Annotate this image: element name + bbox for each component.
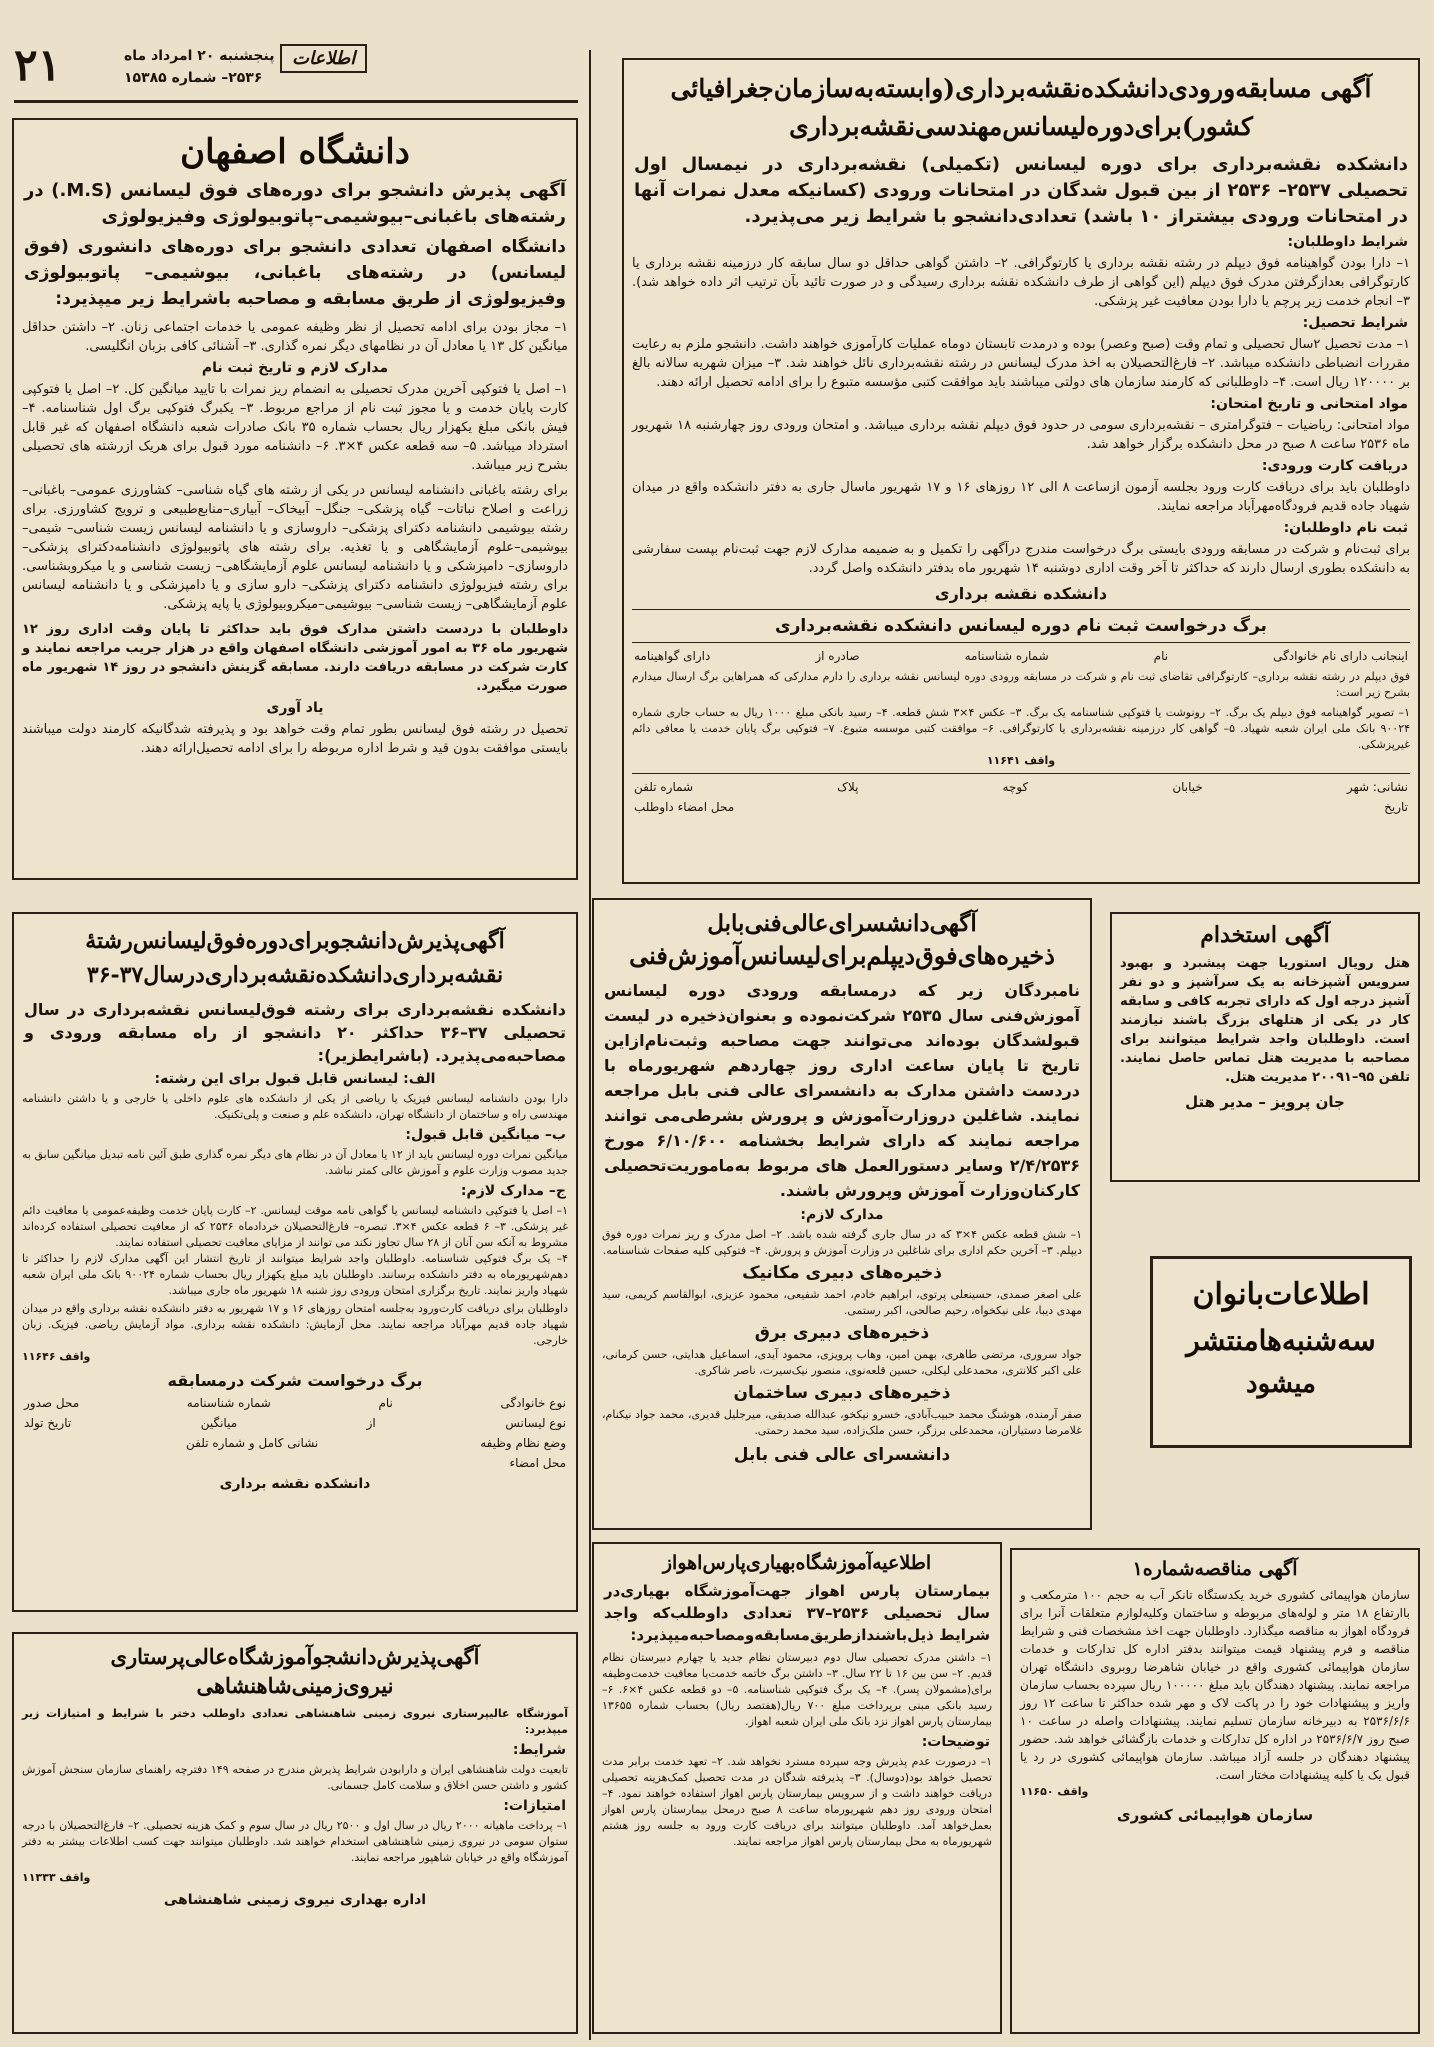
- ahvaz-title: اطلاعیه‌آموزشگاه‌بهیاری‌پارس‌اهواز: [662, 1552, 932, 1574]
- form-divider: [632, 642, 1410, 643]
- survey-main-form-date: [634, 800, 1408, 814]
- isfahan-conditions: ۱– مجاز بودن برای ادامه تحصیل از نظر وظیفه عمومی یا خدمات اجتماعی زنان. ۲– داشتن حداقل میانگین کل ۱۳ یا معادل آن در نظامهای دیگر نمره گذاری. ۳– آشنائی کافی بزبان انگلیسی.: [22, 320, 568, 354]
- babol-g2-title: ذخیره‌های دبیری برق: [754, 1323, 930, 1343]
- nursing-title1: آگهی‌پذیرش‌دانشجوآموزشگاه‌عالی‌پرستاری: [110, 1644, 480, 1669]
- form-field-label: وضع نظام وظیفه: [480, 1436, 566, 1450]
- survey-ms-form-row: [24, 1436, 566, 1450]
- survey-ms-c-title: ج– مدارک لازم:: [460, 1183, 566, 1199]
- form-field-label: از: [366, 1416, 376, 1430]
- survey-ms-exam-body: داوطلبان برای دریافت کارت‌ورود به‌جلسه امتحان روزهای ۱۶ و ۱۷ شهریور به دفتر دانشکده نقشه برداری واقع در میدان شهیاد جاده قدیم مهرآباد مراجعه نمایند. محل آزمایش: دانشکده نقشه برداری. مواد آزمایش ریاضی. فیزیک. زبان خارجی.: [22, 1302, 568, 1347]
- form-field-label: کوچه: [1002, 780, 1029, 794]
- survey-main-exam-body: مواد امتحانی: ریاضیات – فتوگرامتری – نقشه‌برداری سومی در حدود فوق دیپلم نقشه برداری میباشد. و امتحان ورودی روز چهارشنبه ۱۸ شهریور ماه ۲۵۳۶ ساعت ۸ صبح در محل دانشکده برگزار خواهد شد.: [632, 418, 1410, 452]
- survey-main-study-title: شرایط تحصیل:: [1302, 315, 1408, 331]
- form-field-label: تاریخ تولد: [24, 1416, 72, 1430]
- nursing-adv-title: امتیازات:: [503, 1798, 566, 1814]
- survey-main-reg-body: برای ثبت‌نام و شرکت در مسابقه ورودی بایستی برگ درخواست مندرج درآگهی را تکمیل و به ضمیمه مدارک لازم جهت ثبت‌نام بپست سفارشی به دانشکده بطوری ارسال دارند که حداکثر تا آخر وقت اداری دوشنبه ۱۴ شهریور ماه بدفتر دانشکده واصل گردد.: [632, 542, 1410, 576]
- survey-ms-ref: واقف ۱۱۶۴۶: [22, 1350, 91, 1363]
- survey-ms-d-body: ۴– یک برگ فتوکپی شناسنامه. داوطلبان واجد شرایط میتوانند از تاریخ انتشار این آگهی مدارک لازم را حداکثر تا دهم‌شهریورماه به دفتر دانشکده برسانند. داوطلبان باید مبلغ یکهزار ریال بحساب شماره ۹۰۰۲۴ بانک ملی ایران شعبه شهیاد واریز نمایند. تاریخ برگزاری امتحان ورودی روز شنبه ۱۸ شهریور ماه جاری میباشد.: [22, 1252, 568, 1297]
- survey-main-card-title: دریافت کارت ورودی:: [1261, 458, 1408, 474]
- form-field-label: میانگین: [200, 1416, 238, 1430]
- survey-ms-b-title: ب– میانگین قابل قبول:: [405, 1127, 566, 1143]
- babol-signature: دانشسرای عالی فنی بابل: [733, 1445, 951, 1465]
- survey-main-cond-body: ۱– دارا بودن گواهینامه فوق دیپلم در رشته نقشه برداری یا کارتوگرافی. ۲– داشتن گواهی حداقل دو سال سابقه کار درزمینه نقشه برداری یا کارتوگرافی بعدازگرفتن مدرک فوق دیپلم (این گواهی از طرف دانشکده نقشه برداری رسیدگی و در صورت تائید بآن ترتیب اثر داده خواهد شد). ۳– انجام خدمت زیر پرچم یا دارا بودن معافیت غیر پزشکی.: [632, 256, 1410, 309]
- babol-g1-names: علی اصغر صمدی، حسینعلی پرتوی، ابراهیم خادم، احمد شفیعی، محمود عزیزی، ابوالقاسم کریمی، سید مهدی دیبا، علی نیکخواه، رحیم صالحی، اکبر رستمی.: [602, 1288, 1082, 1317]
- tender-body: سازمان هواپیمائی کشوری خرید یکدستگاه تانکر آب به حجم ۱۰۰ مترمکعب و باارتفاع ۱۸ متر و لوله‌های مربوطه و ساختمان وکلیه‌لوازم متعلقات آنرا برای فرودگاه اهواز به مناقصه میگذارد. داوطلبان جهت اخذ مشخصات فنی و شرایط مناقصه و فرم پیشنهاد قیمت میتوانند بدفتر اداره کل تدارکات و خدمات سازمان هواپیمائی کشوری واقع در خیابان شاهرضا روبروی دانشگاه تهران مراجعه نمایند. پیشنهاد دهندگان باید مبلغ ۱۰۰۰۰۰ ریال سپرده بحساب سازمان واریز و پیشنهادات خود را در پاکت لاک و مهر شده حداکثر تا ساعت ۱۲ روز ۲۵۳۶/۶/۶ به دبیرخانه سازمان تسلیم نمایند. پیشنهادات واصله در ساعت ۱۰ صبح روز ۲۵۳۶/۶/۷ در اداره کل تدارکات و خدمات بازگشائی خواهد شد. حضور پیشنهاد دهندگان در جلسه آزاد میباشد. سازمان هواپیمائی کشوری در رد یا قبول یک یا کلیه پیشنهادات مختار است.: [1020, 1588, 1410, 1782]
- ahvaz-ad: [592, 1542, 1002, 2034]
- survey-ms-signature: دانشکده نقشه برداری: [219, 1476, 371, 1492]
- survey-ms-a-title: الف: لیسانس قابل قبول برای این رشته:: [154, 1071, 436, 1087]
- survey-ms-form-row: [24, 1396, 566, 1410]
- babol-ad: [592, 898, 1092, 1530]
- banovan-ad: [1150, 1256, 1412, 1448]
- masthead-rule: [14, 100, 578, 103]
- survey-main-reg-title: ثبت نام داوطلبان:: [1283, 520, 1408, 536]
- form-field-label: پلاک: [837, 780, 859, 794]
- issue-line: ۲۵۳۶– شماره ۱۵۳۸۵: [124, 70, 263, 86]
- babol-docs-body: ۱– شش قطعه عکس ۴×۳ که در سال جاری گرفته شده باشد. ۲– اصل مدرک و ریز نمرات دوره فوق دیپلم. ۳– آخرین حکم اداری برای شاغلین در وزارت آموزش و پرورش. ۴– فتوکپی کلیه صفحات شناسنامه.: [602, 1228, 1083, 1257]
- isfahan-note-body: تحصیل در رشته فوق لیسانس بطور تمام وقت خواهد بود و پذیرفته شدگانیکه کارمند دولت میباشند بایستی موافقت بدون قید و شرط اداره مربوطه را برای ادامه تحصیل‌ارائه دهند.: [22, 722, 568, 756]
- form-field-label: نشانی: شهر: [1346, 780, 1408, 794]
- hotel-title: آگهی استخدام: [1200, 922, 1330, 948]
- form-field-label: محل امضاء داوطلب: [634, 800, 735, 814]
- form-field-label: نام: [1153, 649, 1169, 663]
- survey-main-cond-title: شرایط داوطلبان:: [1287, 234, 1408, 250]
- survey-ms-intro: دانشکده نقشه‌برداری برای رشته فوق‌لیسانس نقشه‌برداری در سال تحصیلی ۳۷–۳۶ حداکثر ۲۰ دانشجو از راه مسابقه ورودی و مصاحبه‌می‌پذیرد. (باشرایطزیر):: [24, 1000, 566, 1065]
- nursing-cond-title: شرایط:: [512, 1742, 566, 1758]
- form-field-label: محل صدور: [24, 1396, 80, 1410]
- survey-main-study-body: ۱– مدت تحصیل ۲سال تحصیلی و تمام وقت (صبح وعصر) بوده و درمدت تابستان دوماه عملیات کارآموزی خواهند داشت. دانشجو ملزم به رعایت مقررات انضباطی دانشکده میباشد. ۲– فارغ‌التحصیلان به اخذ مدرک لیسانس در رشته نقشه‌برداری نائل خواهند شد. ۳– میزان شهریه سالانه بالغ بر ۱۲۰۰۰۰ ریال است. ۴– داوطلبانی که کارمند سازمان های دولتی میباشند باید موافقت کتبی مؤسسه متبوع را برای ادامه تحصیل ارائه دهند.: [632, 337, 1410, 390]
- banovan-line2: سه‌شنبه‌هامنتشر: [1186, 1324, 1376, 1357]
- survey-ms-c-body: ۱– اصل یا فتوکپی دانشنامه لیسانس یا گواهی نامه موقت لیسانس. ۲– کارت پایان خدمت وظیفه‌عمومی یا معافیت دائم غیر پزشکی. ۳– ۶ قطعه عکس ۴×۳. تبصره– فارغ‌التحصیلان خردادماه ۲۵۳۶ که از معافیت تحصیلی استفاده کرده‌اند مشروط به آنکه سن آنان از ۲۸ سال تجاوز نکند می توانند از مزایای معافیت تحصیلی استفاده نمایند.: [22, 1204, 568, 1249]
- survey-main-form-row1: [634, 649, 1408, 663]
- page-number: ۲۱: [14, 40, 62, 91]
- survey-ms-a-body: دارا بودن دانشنامه لیسانس فیزیک یا ریاضی از یکی از دانشکده های علوم داخلی یا خارجی و یا داشتن دانشنامه مهندسی راه و ساختمان از دانشگاه تهران، دانشکده علم و صنعت و پلی‌تکنیک.: [22, 1092, 568, 1121]
- isfahan-deadline-body: داوطلبان با دردست داشتن مدارک فوق باید حداکثر تا پایان وقت اداری روز ۱۲ شهریور ماه ۳۶ به امور آموزشی دانشگاه اصفهان واقع در هزار جریب مراجعه نمایند و کارت شرکت در مسابقه دریافت دارند. مسابقه گزینش دانشجو در روز ۱۴ شهریور ماه صورت میگیرد.: [22, 622, 568, 694]
- form-field-label: دارای گواهینامه: [634, 649, 711, 663]
- form-field-label: نشانی کامل و شماره تلفن: [186, 1436, 319, 1450]
- survey-main-form-row2: فوق دیپلم در رشته نقشه برداری– کارتوگرافی تقاضای ثبت نام و شرکت در مسابقه ورودی دوره لیسانس نقشه برداری را دارم مدارکی که همراهاین برگ ارسال میدارم بشرح زیر است:: [632, 670, 1410, 699]
- ahvaz-notes-body: ۱– درصورت عدم پذیرش وجه سپرده مسترد نخواهد شد. ۲– تعهد خدمت برابر مدت تحصیل خواهد بود(دوسال). ۳– پذیرفته شدگان در مدت تحصیل کمک‌هزینه تحصیلی دریافت خواهند داشت و از سرویس بیمارستان پارس اهواز استفاده خواهند نمود. ۴– امتحان ورودی روز دهم شهریورماه ساعت ۸ صبح درمحل بیمارستان پارس اهواز بعمل‌خواهد آمد. داوطلبان میتوانند برای دریافت کارت ورود به جلسه روز هشتم شهریورماه به محل بیمارستان پارس اهواز مراجعه نمایند.: [602, 1755, 992, 1848]
- form-divider: [632, 773, 1410, 774]
- survey-main-card-body: داوطلبان باید برای دریافت کارت ورود بجلسه آزمون ازساعت ۸ الی ۱۲ روزهای ۱۶ و ۱۷ شهریور ماسال جاری به دفتر دانشکده واقع در میدان شهیاد جاده قدیم فرودگاه‌مهرآباد مراجعه نمایند.: [632, 480, 1410, 514]
- form-field-label: نام: [378, 1396, 393, 1410]
- isfahan-intro: دانشگاه اصفهان تعدادی دانشجو برای دوره‌های دانشوری (فوق لیسانس) در رشته‌های باغبانی، بیوشیمی– پاتوبیولوژی وفیزیولوژی از طریق مسابقه و مصاحبه باشرایط زیر میپذیرد:: [24, 237, 566, 309]
- isfahan-note-title: یاد آوری: [266, 700, 324, 716]
- form-divider: [632, 609, 1410, 610]
- tender-ref: واقف ۱۱۶۵۰: [1020, 1785, 1089, 1798]
- babol-g1-title: ذخیره‌های دبیری مکانیک: [742, 1263, 942, 1283]
- nursing-title2: نیروی‌زمینی‌شاهنشاهی: [196, 1673, 394, 1698]
- banovan-line1: اطلاعات‌بانوان: [1192, 1277, 1370, 1312]
- form-field-label: محل امضاء: [509, 1456, 566, 1470]
- form-field-label: شماره شناسنامه: [964, 649, 1049, 663]
- column-divider: [589, 50, 591, 2040]
- nursing-signature: اداره بهداری نیروی زمینی شاهنشاهی: [163, 1892, 427, 1908]
- babol-title2: ذخیره‌های‌فوق‌دیپلم‌برای‌لیسانس‌آموزش‌فنی: [629, 941, 1055, 970]
- form-field-label: صادره از: [815, 649, 860, 663]
- ahvaz-intro: بیمارستان پارس اهواز جهت‌آموزشگاه بهیاری‌در سال تحصیلی ۲۵۳۶–۳۷ تعدادی داوطلب‌که واجد شرایط ذیل‌باشند‌ازطریق‌مسابقه‌ومصاحبه‌میپذیرد:: [604, 1582, 990, 1644]
- babol-g2-names: جواد سروری، مرتضی طاهری، بهمن امین، وهاب پرویزی، محمود آیدی، اسماعیل هدایتی، حسن کرمانی، علی اکبر کلانتری، محمدعلی لیکلی، حسین قلعه‌نوی، منصور نیک‌سیرت، ناصر شاکری.: [602, 1348, 1082, 1377]
- survey-main-exam-title: مواد امتحانی و تاریخ امتحان:: [1210, 396, 1408, 412]
- nursing-cond-body: تابعیت دولت شاهنشاهی ایران و دارابودن شرایط پذیرش مندرج در صفحه ۱۴۹ دفترچه راهنمای سازمان سنجش آموزش کشور و داشتن حسن اخلاق و سلامت کامل جسمانی.: [22, 1763, 568, 1792]
- form-field-label: شماره شناسنامه: [186, 1396, 271, 1410]
- tender-ad: [1010, 1548, 1420, 2034]
- nursing-adv-body: ۱– پرداخت ماهیانه ۲۰۰۰ ریال در سال اول و ۲۵۰۰ ریال در سال سوم و کمک هزینه تحصیلی. ۲– فارغ‌التحصیلان با درجه ستوان سومی در نیروی زمینی شاهنشاهی استخدام خواهند شد. داوطلبان میتوانند جهت کسب اطلاعات بیشتر به دفتر آموزشگاه واقع در خیابان شاهپور مراجعه نمایند.: [22, 1819, 569, 1864]
- survey-main-intro: دانشکده نقشه‌برداری برای دوره لیسانس (تکمیلی) نقشه‌برداری در نیمسال اول تحصیلی ۲۵۳۷– ۲۵۳۶ از بین قبول شدگان در امتحانات ورودی (کسانیکه معدل نمرات آنها در امتحانات ورودی بیشتراز ۱۰ باشد) تعدادی‌دانشجو با شرایط زیر می‌پذیرد.: [634, 154, 1409, 227]
- isfahan-docs-body: ۱– اصل یا فتوکپی آخرین مدرک تحصیلی به انضمام ریز نمرات با تایید میانگین کل. ۲– اصل یا فتوکپی کارت پایان خدمت و یا مجوز ثبت نام از مراجع مربوط. ۳– یکبرگ فتوکپی برگ اول شناسنامه. ۴– فیش بانکی مبلغ یکهزار ریال بحساب شماره ۳۵ بانک صادرات شعبه دانشگاه اصفهان که غیر قابل استرداد میباشد. ۵– سه قطعه عکس ۴×۳. ۶– دانشنامه مورد قبول برای هریک ازرشته های تحصیلی بشرح زیر میباشد.: [22, 382, 569, 473]
- babol-title1: آگهی‌دانشسرای‌عالی‌فنی‌بابل: [707, 910, 977, 937]
- survey-ms-ad: [12, 912, 578, 1612]
- form-field-label: شماره تلفن: [634, 780, 694, 794]
- survey-main-form-ref: واقف ۱۱۶۴۱: [986, 754, 1056, 767]
- survey-ms-form-sign-row: [24, 1456, 566, 1470]
- survey-ms-form-title: برگ درخواست شرکت درمسابقه: [167, 1371, 423, 1390]
- isfahan-docs-title: مدارک لازم و تاریخ ثبت نام: [201, 360, 389, 376]
- survey-ms-b-body: میانگین نمرات دوره لیسانس باید از ۱۲ یا معادل آن در نظام های دیگر نمره گذاری طبق آئین نامه تبدیل میانگین سابق به جدید مصوب وزارت علوم و آموزش عالی کمتر نباشد.: [22, 1148, 568, 1177]
- isfahan-fields-body: برای رشته باغبانی دانشنامه لیسانس در یکی از رشته های گیاه شناسی– کشاورزی عمومی– باغبانی–زراعت و اصلاح نباتات– گیاه پزشکی– جنگل– آبیخاک– آبیاری–منابع‌طبیعی و ترویج کشاورزی. برای رشته بیوشیمی دانشنامه دکترای پزشکی– داروسازی و یا دانشنامه لیسانس زیست شناسی– شیمی– بیوشیمی–علوم آزمایشگاهی و یا تغذیه. برای رشته های پاتوبیولوژی دانشنامه‌دکترای پزشکی– داروسازی– دامپزشکی و یا دانشنامه لیسانس علوم آزمایشگاهی– زیست شناسی و یا میکروبشناسی. برای رشته فیزیولوژی دانشنامه دکترای پزشکی– دارو سازی و یا دامپزشکی و یا دانشنامه لیسانس علوم آزمایشگاهی– زیست شناسی– بیوشیمی–میکروبیولوژی یا پایه پزشکی.: [22, 483, 568, 612]
- babol-docs-title: مدارک لازم:: [800, 1207, 884, 1223]
- tender-signature: سازمان هواپیمائی کشوری: [1116, 1806, 1314, 1824]
- ahvaz-body: ۱– داشتن مدرک تحصیلی سال دوم دبیرستان نظام جدید یا چهارم دبیرستان نظام قدیم. ۲– سن بین ۱۶ تا ۲۲ سال. ۳– داشتن برگ خاتمه خدمت‌یا معافیت خدمت‌وظیفه برای(مشمولان پسر). ۴– یک برگ فتوکپی شناسنامه. ۵– دو قطعه عکس ۴×۶. ۶– رسید بانکی مبنی برپرداخت مبلغ ۷۰۰ ریال(هفتصد ریال) بحساب شماره ۱۳۶۵۵ بیمارستان پارس اهواز نزد بانک ملی ایران شعبه اهواز.: [602, 1651, 993, 1728]
- logo: اطلاعات: [280, 44, 367, 73]
- nursing-ad: [12, 1632, 578, 2034]
- isfahan-ad: [12, 118, 578, 880]
- form-field-label: اینجانب دارای نام خانوادگی: [1273, 649, 1408, 663]
- survey-main-title: آگهی مسابقه‌ورودی‌دانشکده‌نقشه‌برداری(وابسته‌به‌سازمان‌جغرافیائی کشور)برای‌دوره‌لیسانس‌مهندسی‌نقشه‌برداری: [670, 74, 1372, 141]
- babol-body: نامبردگان زیر که درمسابقه ورودی دوره لیسانس آموزش‌فنی سال ۲۵۳۵ شرکت‌نموده و بعنوان‌ذخیره در لیست قبولشدگان بوده‌اند می‌توانند جهت مصاحبه وثبت‌نام‌ازاین تاریخ تا پایان ساعت اداری روز چهاردهم شهریورماه با دردست داشتن مدارک به دانشسرای عالی فنی بابل مراجعه نمایند. شاغلین دروزارت‌آموزش و پرورش بشرطی‌می توانند مراجعه نمایند که دارای شرایط بخشنامه ۶/۱۰/۶۰۰ مورخ ۲/۴/۲۵۳۶ وسایر دستورالعمل های مربوط به‌ماموریت‌تحصیلی کارکنان‌وزارت آموزش وپرورش باشند.: [604, 981, 1081, 1200]
- date-line: پنجشنبه ۲۰ امرداد ماه: [124, 48, 275, 64]
- survey-main-form-title: برگ درخواست ثبت نام دوره لیسانس دانشکده نقشه‌برداری: [775, 616, 1267, 636]
- form-field-label: تاریخ: [1384, 800, 1408, 814]
- form-field-label: نوع لیسانس: [505, 1416, 566, 1430]
- isfahan-heading: آگهی پذیرش دانشجو برای دوره‌های فوق لیسانس (M.S.) در رشته‌های باغبانی–بیوشیمی–پاتوبیولوژی وفیزیولوژی: [24, 180, 566, 227]
- masthead: [14, 40, 594, 100]
- hotel-ad: [1110, 912, 1420, 1182]
- ahvaz-notes-title: توضیحات:: [921, 1734, 990, 1750]
- survey-main-form-address: [634, 780, 1408, 794]
- isfahan-title: دانشگاه اصفهان: [180, 132, 410, 172]
- banovan-line3: میشود: [1246, 1369, 1316, 1399]
- survey-ms-form-row: [24, 1416, 566, 1430]
- survey-main-signature: دانشکده نقشه برداری: [934, 584, 1108, 603]
- form-field-label: نوع خانوادگی: [500, 1396, 566, 1410]
- hotel-body: هتل رویال استوریا جهت پیشبرد و بهبود سرویس آشپزخانه به یک سرآشپز و دو نفر آشپز درجه اول که دارای تجربه کافی و سابقه کار در یکی از هتلهای بزرگ باشند نیازمند است. داوطلبان واجد شرایط میتوانند برای مصاحبه با مدیریت هتل تماس حاصل نمایند. تلفن ۹۵–۲۰۰۹۱ مدیریت هتل.: [1120, 956, 1410, 1085]
- nursing-intro: آموزشگاه عالیپرستاری نیروی زمینی شاهنشاهی تعدادی داوطلب دختر با شرایط و امتیازات زیر میپذیرد:: [22, 1707, 568, 1736]
- survey-ms-title: آگهی‌پذیرش‌دانشجوبرای‌دوره‌فوق‌لیسانس‌رشتهٔ نقشه‌برداری‌دانشکده‌نقشه‌برداری‌درسال۳۷-۳۶: [85, 928, 505, 988]
- survey-main-ad: [622, 58, 1420, 884]
- survey-main-form-items: ۱– تصویر گواهینامه فوق دیپلم یک برگ. ۲– رونوشت یا فتوکپی شناسنامه یک برگ. ۳– عکس ۴×۳ شش قطعه. ۴– رسید بانکی مبلغ ۱۰۰۰ ریال به حساب جاری شماره ۹۰۰۲۴ بانک ملی ایران شعبه شهیاد. ۵– گواهی کار درزمینه نقشه‌برداری یا کارتوگرافی. ۶– موافقت کتبی موسسه متبوع. ۷– فتوکپی برگ پایان خدمت یا معافی دائم غیرپزشکی.: [632, 706, 1411, 751]
- nursing-ref: واقف ۱۱۳۳۳: [22, 1871, 91, 1884]
- form-field-label: خیابان: [1172, 780, 1203, 794]
- hotel-signature: جان پرویز – مدیر هتل: [1185, 1093, 1345, 1111]
- babol-g3-title: ذخیره‌های دبیری ساختمان: [733, 1383, 951, 1403]
- tender-title: آگهی مناقصه‌شماره۱: [1132, 1558, 1298, 1580]
- babol-g3-names: صفر آرمنده، هوشنگ محمد حبیب‌آبادی، خسرو نیکخو، عبدالله صدیقی، میرجلیل قدیری، محمد جواد نیکنام، غلامرضا دستیاران، محمدعلی برزگر، حسن ملک‌زاده، سید محمد رحمتی.: [602, 1408, 1082, 1437]
